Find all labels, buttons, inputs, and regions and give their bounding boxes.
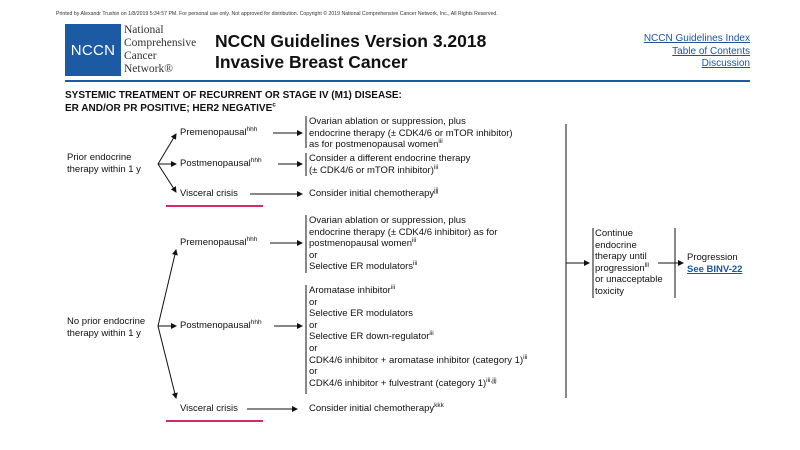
print-notice: Printed by Alexandr Trushin on 1/8/2019 5:34:57 PM. For personal use only. Not approved for distribution. Copyright © 2019 National Comprehensive Cancer Network, Inc., All Rights Reserved. bbox=[56, 11, 498, 17]
continue-endocrine-box: Continue endocrine therapy until progression$^{lll}$ or unacceptable toxicity bbox=[595, 228, 663, 297]
nccn-logo: NCCN bbox=[65, 24, 121, 76]
table-of-contents-link[interactable]: Table of Contents bbox=[672, 45, 750, 57]
discussion-link[interactable]: Discussion bbox=[701, 58, 750, 69]
no-prior-endocrine-root: No prior endocrine therapy within 1 y bbox=[67, 316, 146, 339]
see-binv22-link[interactable]: See BINV-22 bbox=[687, 263, 743, 275]
bottom-visceral-crisis-label: Visceral crisis bbox=[180, 403, 238, 414]
prior-endocrine-root: Prior endocrine therapy within 1 y bbox=[67, 152, 141, 175]
bottom-visceral-underline bbox=[166, 420, 263, 422]
logo-wordmark: National Comprehensive Cancer Network® bbox=[124, 24, 197, 75]
top-postmenopausal-label: Postmenopausal$^{hhh}$ bbox=[180, 156, 262, 169]
top-visceral-crisis-label: Visceral crisis bbox=[180, 188, 238, 199]
top-visceral-underline bbox=[166, 205, 263, 207]
bottom-premenopausal-label: Premenopausal$^{hhh}$ bbox=[180, 235, 258, 248]
top-postmenopausal-therapy: Consider a different endocrine therapy (± CDK4/6 or mTOR inhibitor)$^{iii}$ bbox=[309, 153, 471, 176]
bottom-visceral-therapy: Consider initial chemotherapy$^{kkk}$ bbox=[309, 401, 444, 414]
top-visceral-therapy: Consider initial chemotherapy$^{jjj}$ bbox=[309, 186, 439, 199]
section-heading: SYSTEMIC TREATMENT OF RECURRENT OR STAGE IV (M1) DISEASE: ER AND/OR PR POSITIVE; HER2 NEGATIVE$^c$ bbox=[65, 90, 402, 114]
bottom-premenopausal-therapy: Ovarian ablation or suppression, plus endocrine therapy (± CDK4/6 inhibitor) as for postmenopausal women$^{iii}$ or Selective ER modulators$^{iii}$ bbox=[309, 215, 498, 273]
top-premenopausal-label: Premenopausal$^{hhh}$ bbox=[180, 125, 258, 138]
guidelines-index-link[interactable]: NCCN Guidelines Index bbox=[643, 33, 750, 44]
bottom-postmenopausal-therapy: Aromatase inhibitor$^{iii}$ or Selective ER modulators or Selective ER down-regulator$^{iii}$ or CDK4/6 inhibitor + aromatase inhibitor (category 1)$^{iii}$ or CDK4/6 inhibitor + fulvestrant (category 1)$^{iii,jjj}$ bbox=[309, 283, 528, 389]
progression-box: Progression See BINV-22 bbox=[687, 252, 743, 275]
bottom-postmenopausal-label: Postmenopausal$^{hhh}$ bbox=[180, 318, 262, 331]
top-premenopausal-therapy: Ovarian ablation or suppression, plus endocrine therapy (± CDK4/6 or mTOR inhibitor) as for postmenopausal women$^{iii}$ bbox=[309, 116, 513, 151]
page-title: NCCN Guidelines Version 3.2018 Invasive Breast Cancer bbox=[215, 31, 487, 72]
